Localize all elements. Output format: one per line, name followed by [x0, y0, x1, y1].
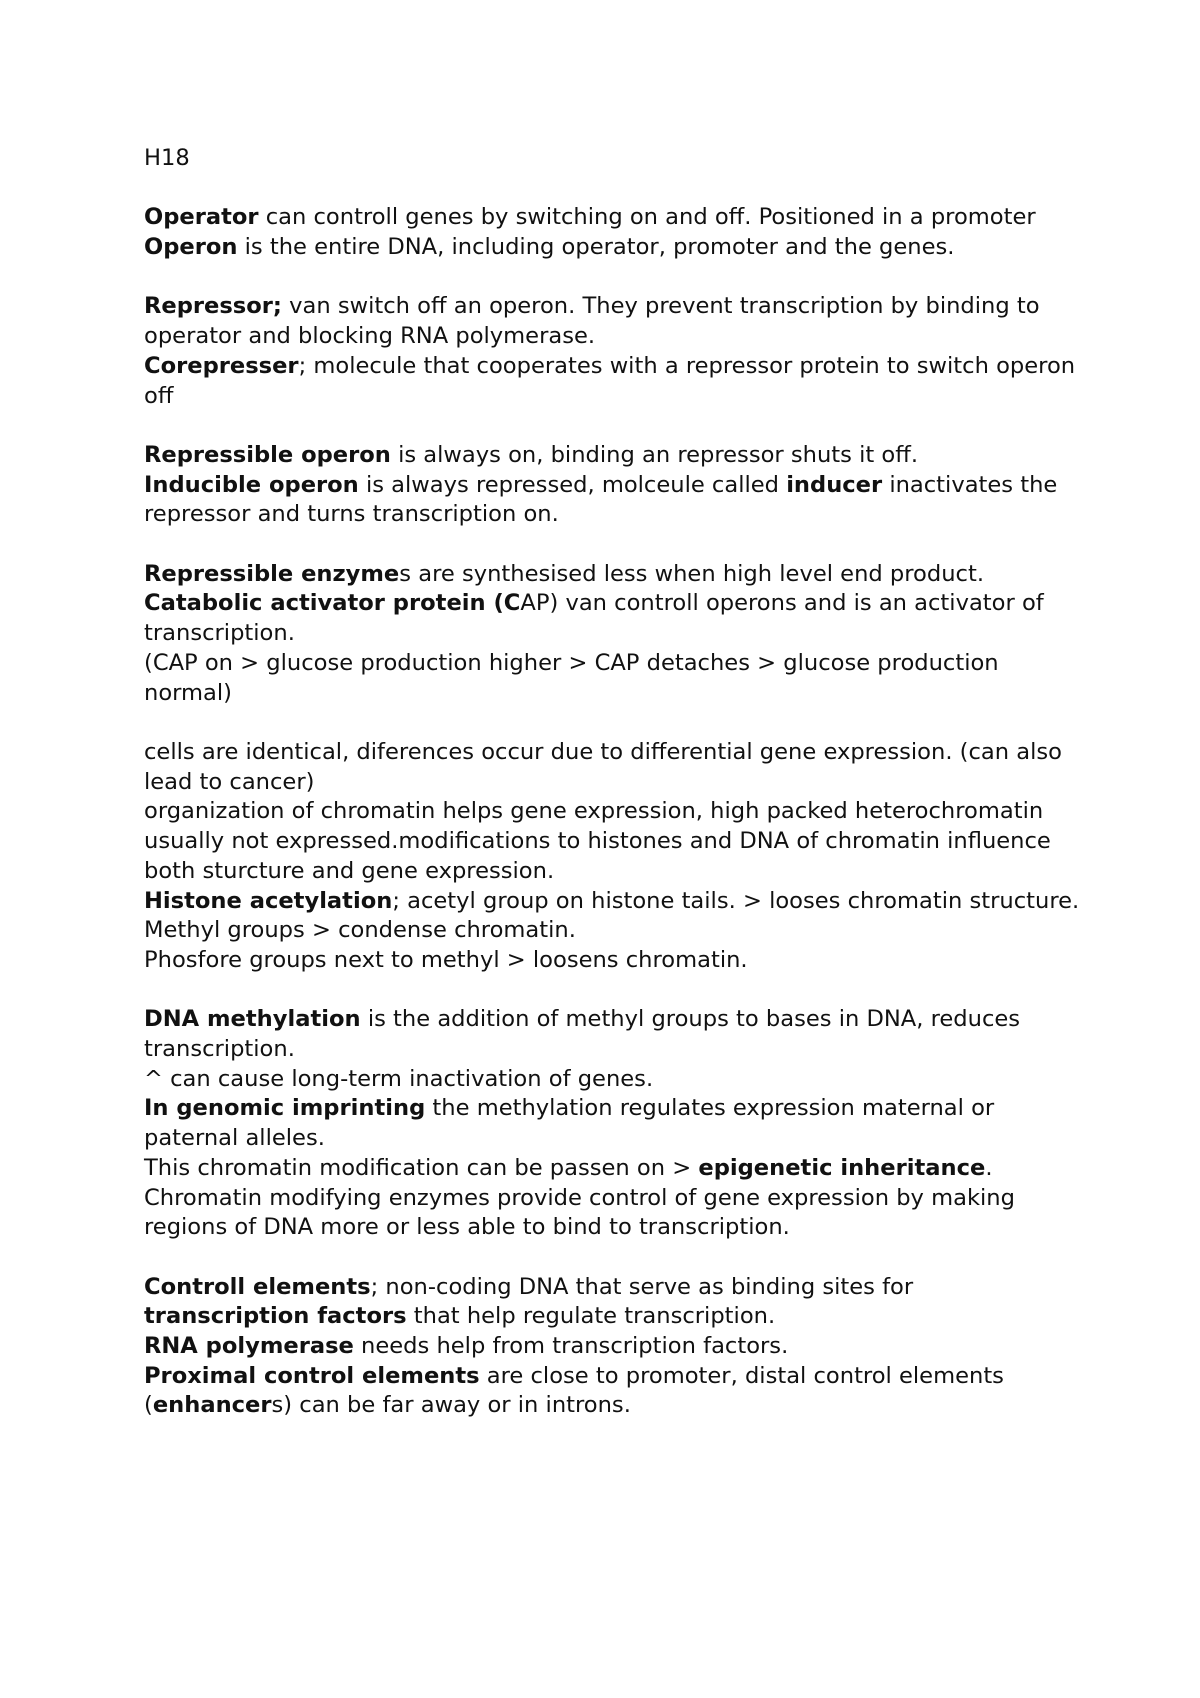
text-run: s) can be far away or in introns.: [271, 1392, 631, 1419]
text-run: inactivates the repressor and turns transcription on.: [144, 471, 1058, 528]
text-run: organization of chromatin helps gene expression, high packed heterochromatin usually not expressed.modifications to histones and DNA of chromatin influence both sturcture and gene expression.: [144, 798, 1051, 884]
bold-term: epigenetic inheritance: [698, 1154, 986, 1181]
bold-term: Operon: [144, 234, 238, 261]
text-run: AP) van controll operons and is an activator of transcription.: [144, 590, 1044, 647]
bold-term: Repressor;: [144, 293, 282, 320]
bold-term: Histone acetylation: [144, 887, 393, 914]
text-run: This chromatin modification can be passen on >: [144, 1154, 699, 1181]
text-run: Phosfore groups next to methyl > loosens chromatin.: [144, 946, 748, 973]
bold-term: Controll elements: [144, 1273, 371, 1300]
blank-line: [144, 708, 1084, 738]
bold-term: RNA polymerase: [144, 1333, 354, 1360]
text-run: is the addition of methyl groups to bases in DNA, reduces transcription.: [144, 1006, 1021, 1062]
bold-term: Corepresser: [144, 352, 299, 379]
text-line: [144, 1065, 1084, 1095]
text-line: [144, 1154, 1084, 1184]
text-run: is the entire DNA, including operator, promoter and the genes.: [237, 234, 955, 261]
blank-line: [144, 263, 1084, 293]
bold-term: DNA methylation: [144, 1006, 361, 1033]
text-run: are close to promoter, distal control elements (: [144, 1362, 1004, 1419]
text-line: [144, 589, 1084, 648]
text-run: ^ can cause long-term inactivation of genes.: [144, 1065, 654, 1092]
text-run: the methylation regulates expression maternal or paternal alleles.: [144, 1095, 995, 1152]
text-run: ; acetyl group on histone tails. > looses chromatin structure.: [392, 887, 1080, 914]
text-run: ; molecule that cooperates with a repressor protein to switch operon off: [144, 352, 1076, 409]
blank-line: [144, 1243, 1084, 1273]
text-line: [144, 797, 1084, 886]
text-line: [144, 1332, 1084, 1362]
bold-term: enhancer: [152, 1392, 272, 1419]
document-heading: H18: [144, 145, 190, 171]
text-run: can controll genes by switching on and off. Positioned in a promoter: [258, 204, 1036, 231]
text-line: [144, 1005, 1084, 1064]
bold-term: transcription factors: [144, 1303, 407, 1330]
text-run: that help regulate transcription.: [406, 1303, 776, 1330]
text-line: [144, 471, 1084, 530]
text-line: [144, 887, 1084, 917]
text-line: [144, 292, 1084, 351]
text-run: cells are identical, diferences occur due to differential gene expression. (can also lead to cancer): [144, 738, 1062, 795]
text-line: [144, 560, 1084, 590]
document-paragraphs: [144, 203, 1084, 1421]
bold-term: Inducible operon: [144, 471, 359, 498]
bold-term: In genomic imprinting: [144, 1095, 426, 1122]
text-line: [144, 916, 1084, 946]
text-line: [144, 649, 1084, 708]
text-run: Methyl groups > condense chromatin.: [144, 917, 576, 944]
bold-term: inducer: [786, 471, 883, 498]
text-run: ; non-coding DNA that serve as binding sites for: [370, 1273, 914, 1300]
text-line: [144, 738, 1084, 797]
text-line: [144, 233, 1084, 263]
text-run: s are synthesised less when high level end product.: [399, 560, 984, 587]
text-run: (CAP on > glucose production higher > CAP detaches > glucose production normal): [144, 649, 999, 706]
text-line: [144, 441, 1084, 471]
text-run: van switch off an operon. They prevent transcription by binding to operator and blocking RNA polymerase.: [144, 293, 1040, 350]
text-line: [144, 1094, 1084, 1153]
bold-term: Catabolic activator protein (C: [144, 590, 521, 617]
text-line: [144, 203, 1084, 233]
bold-term: Operator: [144, 204, 259, 231]
text-run: is always on, binding an repressor shuts it off.: [390, 441, 919, 468]
text-line: [144, 352, 1084, 411]
bold-term: Proximal control elements: [144, 1362, 480, 1389]
text-line: [144, 1184, 1084, 1243]
text-run: is always repressed, molceule called: [358, 471, 787, 498]
text-line: [144, 946, 1084, 976]
text-line: [144, 1273, 1084, 1332]
blank-line: [144, 530, 1084, 560]
blank-line: [144, 976, 1084, 1006]
document-body: [144, 144, 1084, 1421]
text-run: .: [985, 1154, 993, 1181]
text-line: [144, 1362, 1084, 1421]
bold-term: Repressible operon: [144, 441, 391, 468]
blank-line: [144, 411, 1084, 441]
text-run: needs help from transcription factors.: [353, 1333, 789, 1360]
blank-line: [144, 174, 1084, 204]
bold-term: Repressible enzyme: [144, 560, 400, 587]
text-run: Chromatin modifying enzymes provide control of gene expression by making regions of DNA more or less able to bind to transcription.: [144, 1184, 1015, 1241]
